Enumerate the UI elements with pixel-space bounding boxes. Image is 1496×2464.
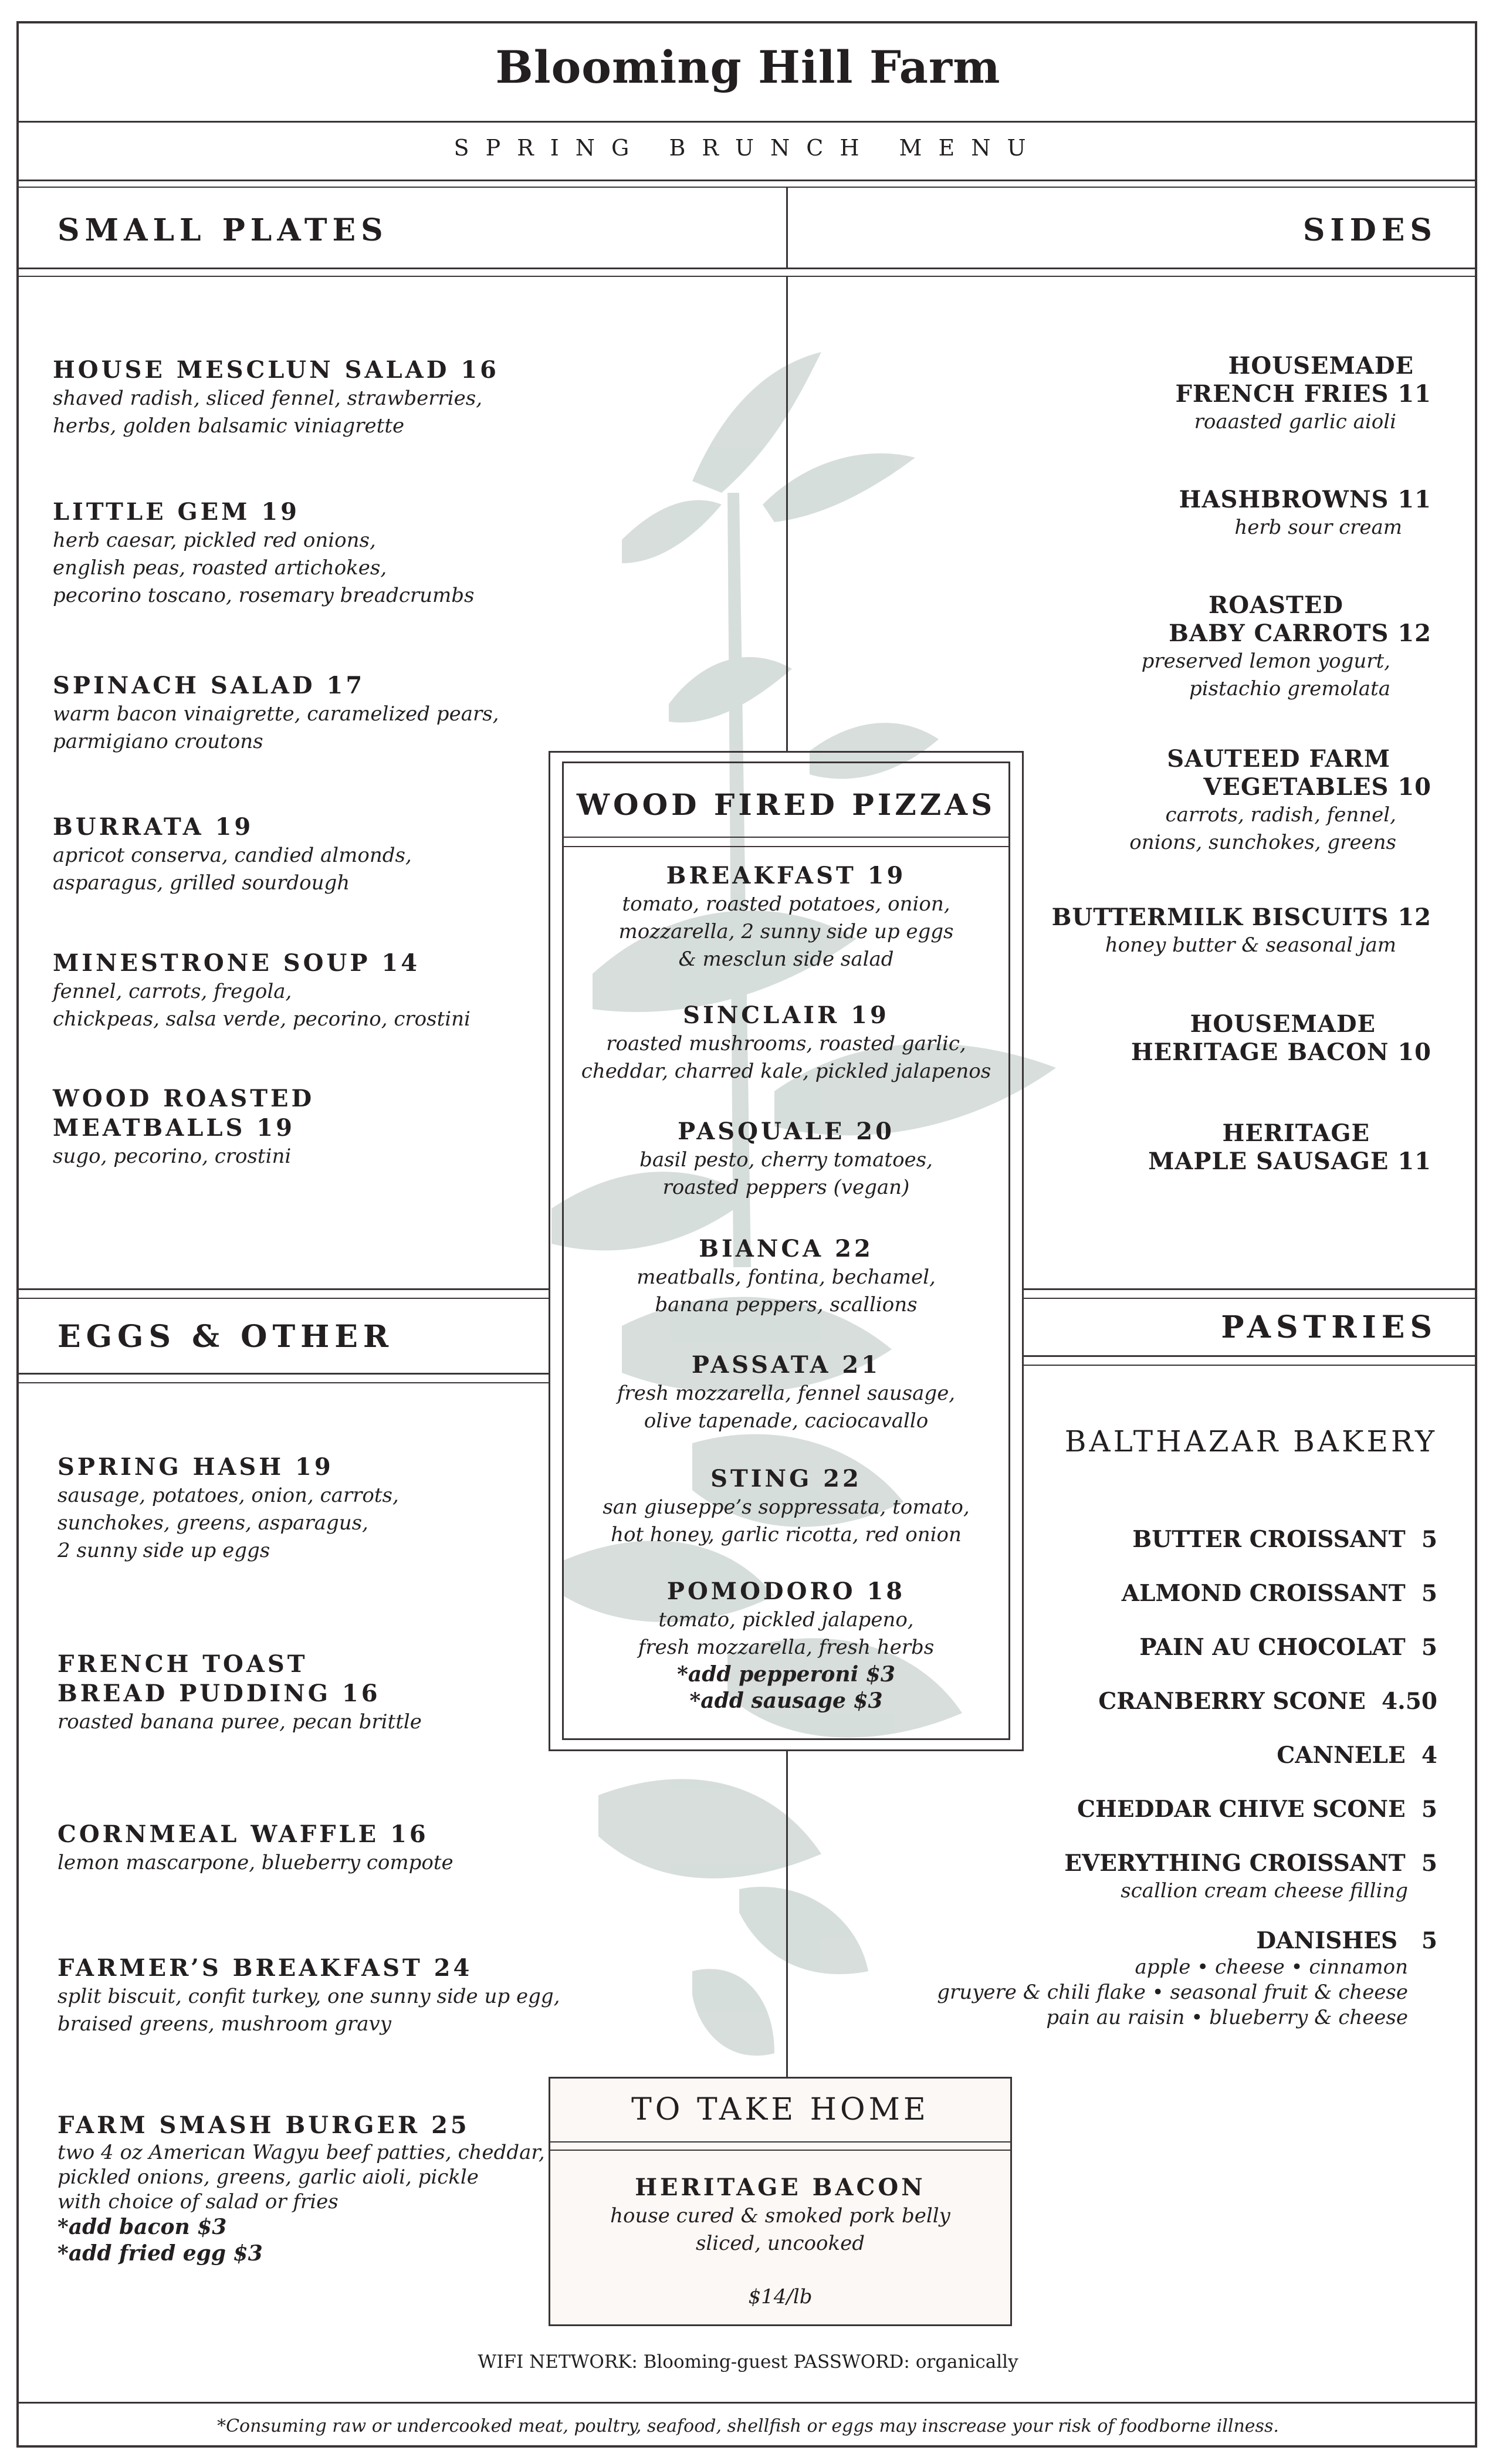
item-desc: carrots, radish, fennel,: [1165, 803, 1396, 827]
divider: [16, 1288, 549, 1290]
item-name: FARMER’S BREAKFAST 24: [57, 1954, 473, 1982]
pastry-item: [991, 1795, 1437, 1823]
take-home-heading: TO TAKE HOME: [631, 2092, 929, 2127]
item-desc: scallion cream cheese filling: [1121, 1879, 1408, 1903]
item-price: $14/lb: [748, 2285, 813, 2309]
item-name: FARM SMASH BURGER 25: [57, 2111, 470, 2139]
pastries-heading: PASTRIES: [1221, 1309, 1437, 1345]
divider: [1024, 1355, 1477, 1357]
item-desc: pecorino toscano, rosemary breadcrumbs: [53, 584, 475, 607]
item-name: VEGETABLES 10: [1203, 773, 1431, 801]
item-desc: meatballs, fontina, bechamel,: [637, 1265, 936, 1289]
item-name: SINCLAIR 19: [683, 1001, 889, 1029]
item-price: 5: [1421, 1927, 1437, 1954]
item-desc: herb caesar, pickled red onions,: [53, 529, 376, 552]
item-name: POMODORO 18: [666, 1578, 906, 1605]
item-price: 5: [1421, 1850, 1437, 1877]
menu-item: [53, 1084, 534, 1170]
divider: [1024, 1288, 1477, 1290]
menu-item: [57, 1954, 574, 2038]
item-desc: basil pesto, cherry tomatoes,: [639, 1148, 933, 1172]
divider: [16, 121, 1477, 123]
item-name: FRENCH TOAST: [57, 1650, 308, 1678]
center-divider: [786, 1751, 788, 2077]
item-desc: roasted banana puree, pecan brittle: [57, 1710, 422, 1734]
item-price: 4: [1421, 1742, 1437, 1769]
pastry-item: [991, 1633, 1437, 1661]
item-desc: apple • cheese • cinnamon: [1135, 1955, 1408, 1979]
item-desc: fresh mozzarella, fennel sausage,: [617, 1382, 956, 1405]
pastry-item: [991, 1525, 1437, 1553]
item-desc: fennel, carrots, fregola,: [53, 980, 292, 1003]
pizza-item: [562, 1117, 1010, 1201]
divider: [16, 1382, 549, 1383]
side-item: [1103, 486, 1431, 541]
item-name: HERITAGE: [1222, 1119, 1370, 1147]
side-item: [1103, 591, 1431, 703]
side-item: [1103, 745, 1431, 857]
item-name: FRENCH FRIES 11: [1175, 380, 1431, 408]
item-desc: parmigiano croutons: [53, 730, 263, 753]
menu-item: [57, 2111, 574, 2267]
divider: [16, 268, 1477, 269]
divider: [1024, 1298, 1477, 1299]
item-desc: 2 sunny side up eggs: [57, 1539, 270, 1562]
pizza-item: [562, 861, 1010, 973]
item-desc: san giuseppe’s soppressata, tomato,: [603, 1495, 970, 1519]
item-name: HOUSE MESCLUN SALAD 16: [53, 356, 499, 384]
pastry-item: [991, 1687, 1437, 1715]
item-desc: lemon mascarpone, blueberry compote: [57, 1851, 453, 1874]
menu-subtitle: SPRING BRUNCH MENU: [453, 135, 1043, 161]
item-desc: chickpeas, salsa verde, pecorino, crostini: [53, 1007, 471, 1031]
item-name: ALMOND CROISSANT: [1121, 1580, 1406, 1607]
item-name: STING 22: [710, 1465, 862, 1492]
item-price: 5: [1421, 1634, 1437, 1661]
item-name: LITTLE GEM 19: [53, 498, 300, 526]
item-name: SPINACH SALAD 17: [53, 672, 365, 699]
item-name: BURRATA 19: [53, 813, 254, 841]
divider: [16, 2402, 1477, 2404]
item-price: 5: [1421, 1526, 1437, 1553]
side-item: [1103, 352, 1431, 436]
item-desc: herb sour cream: [1234, 516, 1402, 539]
item-name: EVERYTHING CROISSANT: [1064, 1850, 1406, 1877]
item-name: CORNMEAL WAFFLE 16: [57, 1820, 429, 1848]
pizza-item: [562, 1351, 1010, 1435]
take-home-item: [549, 2173, 1012, 2311]
item-name: BUTTERMILK BISCUITS 12: [1051, 903, 1431, 931]
item-name: ROASTED: [1209, 591, 1343, 619]
pastry-item: [991, 1741, 1437, 1769]
item-desc: roasted mushrooms, roasted garlic,: [606, 1032, 966, 1055]
item-desc: sausage, potatoes, onion, carrots,: [57, 1484, 399, 1507]
item-desc: & mesclun side salad: [678, 947, 894, 971]
item-name: BABY CARROTS 12: [1169, 620, 1431, 647]
divider: [562, 846, 1010, 847]
item-name: HERITAGE BACON: [635, 2174, 926, 2201]
item-desc: two 4 oz American Wagyu beef patties, cheddar,: [57, 2141, 545, 2164]
pizza-item: [562, 1234, 1010, 1319]
item-price: 5: [1421, 1580, 1437, 1607]
pizzas-heading: WOOD FIRED PIZZAS: [576, 787, 996, 822]
item-name: SPRING HASH 19: [57, 1453, 334, 1481]
divider: [16, 1298, 549, 1299]
menu-item: [53, 497, 534, 610]
item-name: BIANCA 22: [699, 1235, 874, 1263]
item-name: HASHBROWNS 11: [1179, 486, 1431, 513]
item-desc: herbs, golden balsamic viniagrette: [53, 414, 405, 438]
divider: [16, 187, 1477, 188]
item-desc: pistachio gremolata: [1189, 677, 1390, 700]
divider: [1024, 1365, 1477, 1366]
item-name: BREAKFAST 19: [666, 862, 906, 889]
item-desc: asparagus, grilled sourdough: [53, 871, 350, 895]
item-name: CANNELE: [1277, 1742, 1406, 1769]
item-desc: braised greens, mushroom gravy: [57, 2012, 391, 2036]
pastry-item: [933, 1927, 1437, 2030]
item-desc: roasted peppers (vegan): [662, 1176, 910, 1199]
item-desc: mozzarella, 2 sunny side up eggs: [618, 920, 954, 943]
menu-item: [53, 813, 534, 897]
item-name: HOUSEMADE: [1228, 352, 1414, 380]
item-desc: english peas, roasted artichokes,: [53, 556, 387, 580]
item-desc: banana peppers, scallions: [655, 1293, 918, 1316]
item-name: MEATBALLS 19: [53, 1114, 295, 1142]
item-name: HERITAGE BACON 10: [1131, 1038, 1431, 1066]
divider: [562, 837, 1010, 838]
item-desc: cheddar, charred kale, pickled jalapenos: [581, 1060, 991, 1083]
eggs-heading: EGGS & OTHER: [57, 1319, 394, 1355]
item-desc: sunchokes, greens, asparagus,: [57, 1511, 368, 1535]
item-desc: preserved lemon yogurt,: [1141, 649, 1390, 673]
divider: [16, 180, 1477, 181]
item-desc: pickled onions, greens, garlic aioli, pickle: [57, 2165, 479, 2189]
item-price: 5: [1421, 1796, 1437, 1823]
item-name: DANISHES: [1256, 1927, 1398, 1954]
item-name: PAIN AU CHOCOLAT: [1139, 1634, 1406, 1661]
pizza-item: [562, 1577, 1010, 1714]
item-addon: *add pepperoni $3: [677, 1662, 895, 1687]
menu-item: [53, 356, 534, 440]
item-desc: honey butter & seasonal jam: [1105, 933, 1396, 957]
item-name: SAUTEED FARM: [1167, 745, 1390, 773]
item-desc: house cured & smoked pork belly: [610, 2204, 950, 2228]
divider: [786, 187, 788, 269]
pastry-item: [991, 1849, 1437, 1905]
item-desc: onions, sunchokes, greens: [1129, 831, 1396, 854]
divider: [549, 2141, 1012, 2143]
bakery-name: BALTHAZAR BAKERY: [1064, 1424, 1437, 1458]
item-price: 4.50: [1382, 1688, 1437, 1715]
item-desc: sliced, uncooked: [695, 2232, 865, 2255]
divider: [16, 276, 1477, 277]
side-item: [1103, 1010, 1431, 1067]
item-addon: *add fried egg $3: [57, 2241, 263, 2266]
menu-item: [57, 1453, 539, 1565]
side-item: [1044, 903, 1431, 959]
center-divider: [786, 276, 788, 751]
item-desc: hot honey, garlic ricotta, red onion: [611, 1523, 962, 1546]
pastry-item: [991, 1579, 1437, 1607]
item-name: HOUSEMADE: [1190, 1010, 1376, 1038]
item-desc: shaved radish, sliced fennel, strawberries,: [53, 387, 483, 410]
item-name: BREAD PUDDING 16: [57, 1680, 381, 1707]
item-addon: *add bacon $3: [57, 2215, 227, 2239]
item-desc: pain au raisin • blueberry & cheese: [1046, 2006, 1408, 2029]
item-desc: olive tapenade, caciocavallo: [644, 1409, 929, 1433]
item-desc: gruyere & chili flake • seasonal fruit & cheese: [937, 1981, 1408, 2004]
item-desc: tomato, pickled jalapeno,: [658, 1608, 914, 1632]
item-desc: apricot conserva, candied almonds,: [53, 844, 412, 867]
pizza-item: [562, 1001, 1010, 1085]
menu-item: [57, 1650, 539, 1736]
restaurant-title: Blooming Hill Farm: [495, 41, 1001, 93]
menu-item: [53, 949, 534, 1033]
divider: [549, 2150, 1012, 2151]
item-name: MAPLE SAUSAGE 11: [1148, 1148, 1431, 1175]
item-name: CRANBERRY SCONE: [1098, 1688, 1366, 1715]
pizza-item: [562, 1464, 1010, 1549]
item-desc: warm bacon vinaigrette, caramelized pears,: [53, 702, 499, 726]
item-desc: with choice of salad or fries: [57, 2190, 339, 2213]
item-desc: split biscuit, confit turkey, one sunny side up egg,: [57, 1985, 560, 2008]
item-desc: sugo, pecorino, crostini: [53, 1145, 292, 1168]
item-name: WOOD ROASTED: [53, 1085, 315, 1112]
item-name: PASQUALE 20: [678, 1118, 895, 1145]
item-name: CHEDDAR CHIVE SCONE: [1077, 1796, 1406, 1823]
item-name: BUTTER CROISSANT: [1132, 1526, 1406, 1553]
item-desc: fresh mozzarella, fresh herbs: [638, 1636, 935, 1659]
side-item: [1103, 1119, 1431, 1176]
item-name: MINESTRONE SOUP 14: [53, 949, 421, 977]
menu-item: [53, 671, 534, 756]
small-plates-heading: SMALL PLATES: [57, 212, 388, 248]
wifi-info: WIFI NETWORK: Blooming-guest PASSWORD: organically: [478, 2351, 1018, 2372]
item-name: PASSATA 21: [691, 1351, 881, 1379]
item-addon: *add sausage $3: [689, 1688, 883, 1713]
sides-heading: SIDES: [1302, 212, 1437, 248]
divider: [16, 1373, 549, 1375]
item-desc: roaasted garlic aioli: [1194, 410, 1396, 434]
menu-item: [57, 1820, 539, 1877]
item-desc: tomato, roasted potatoes, onion,: [622, 892, 950, 916]
food-safety-disclaimer: *Consuming raw or undercooked meat, poultry, seafood, shellfish or eggs may inscrease your risk of foodborne illness.: [217, 2416, 1279, 2436]
